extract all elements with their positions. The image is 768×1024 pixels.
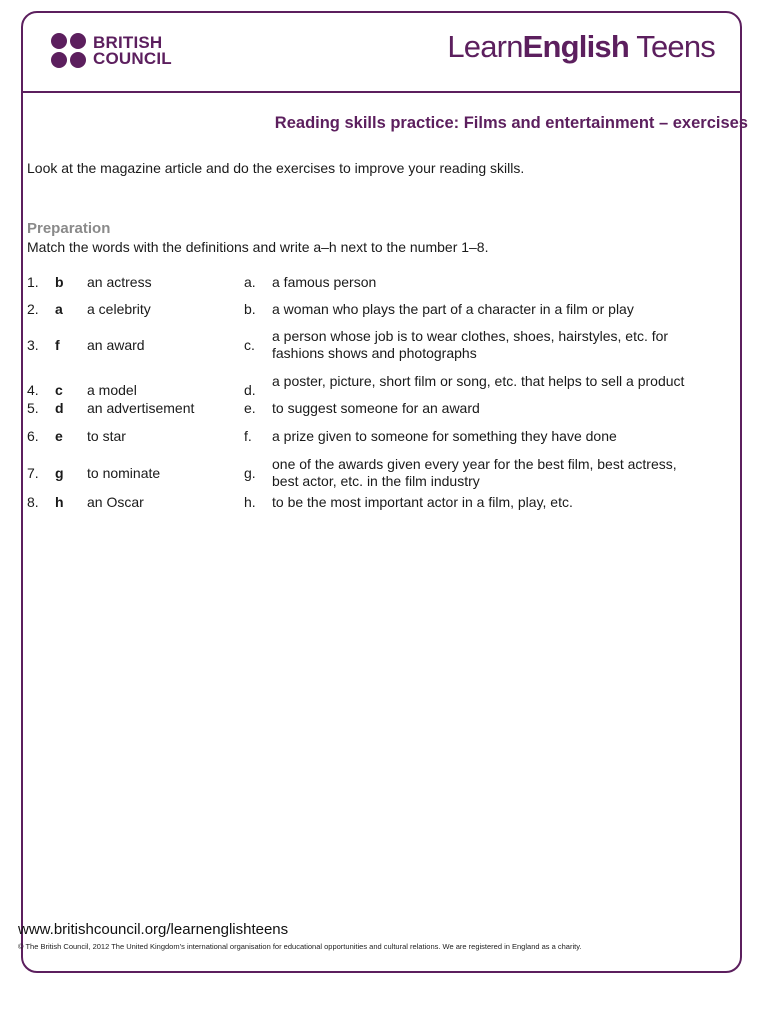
- row-letter: a.: [244, 274, 256, 290]
- row-answer: b: [55, 274, 64, 290]
- british-council-logo: [51, 33, 172, 68]
- brand-english: English: [522, 29, 630, 64]
- row-definition: to be the most important actor in a film, play, etc.: [272, 494, 573, 510]
- row-number: 1.: [27, 274, 39, 290]
- row-word: to star: [87, 428, 126, 444]
- row-letter: g.: [244, 465, 256, 481]
- page-title: Reading skills practice: Films and entertainment – exercises: [274, 114, 748, 132]
- header-divider: [23, 91, 740, 93]
- row-answer: e: [55, 428, 63, 444]
- logo-dots-icon: [51, 33, 86, 68]
- row-number: 6.: [27, 428, 39, 444]
- row-definition: one of the awards given every year for the best film, best actress, best actor, etc. in the film industry: [272, 456, 677, 489]
- intro-text: Look at the magazine article and do the exercises to improve your reading skills.: [27, 160, 525, 176]
- row-answer: d: [55, 400, 64, 416]
- row-number: 3.: [27, 337, 39, 353]
- row-letter: f.: [244, 428, 252, 444]
- row-definition: a prize given to someone for something they have done: [272, 428, 617, 444]
- preparation-instruction: Match the words with the definitions and write a–h next to the number 1–8.: [27, 239, 489, 255]
- row-answer: c: [55, 382, 63, 398]
- logo-line1: BRITISH: [93, 32, 163, 52]
- row-definition: a woman who plays the part of a character in a film or play: [272, 301, 634, 317]
- row-number: 5.: [27, 400, 39, 416]
- row-word: an advertisement: [87, 400, 195, 416]
- preparation-heading: Preparation: [27, 220, 111, 237]
- logo-text: [93, 32, 172, 68]
- row-word: to nominate: [87, 465, 161, 481]
- row-word: a celebrity: [87, 301, 151, 317]
- row-number: 8.: [27, 494, 39, 510]
- row-definition: to suggest someone for an award: [272, 400, 480, 416]
- row-definition: a poster, picture, short film or song, etc. that helps to sell a product: [272, 373, 685, 389]
- row-answer: g: [55, 465, 64, 481]
- row-answer: h: [55, 494, 64, 510]
- row-letter: e.: [244, 400, 256, 416]
- row-definition: a famous person: [272, 274, 377, 290]
- worksheet-frame: [21, 11, 742, 973]
- row-letter: c.: [244, 337, 255, 353]
- brand-teens: Teens: [629, 29, 715, 64]
- footer-copyright: © The British Council, 2012 The United Kingdom’s international organisation for educational opportunities and cultural relations. We are registered in England as a charity.: [18, 942, 582, 951]
- row-number: 7.: [27, 465, 39, 481]
- footer-url[interactable]: www.britishcouncil.org/learnenglishteens: [18, 921, 289, 938]
- row-word: an Oscar: [87, 494, 144, 510]
- row-letter: b.: [244, 301, 256, 317]
- row-number: 2.: [27, 301, 39, 317]
- learnenglish-teens-logo: [447, 29, 715, 65]
- row-answer: f: [55, 337, 60, 353]
- row-letter: h.: [244, 494, 256, 510]
- row-number: 4.: [27, 382, 39, 398]
- row-word: a model: [87, 382, 137, 398]
- row-word: an award: [87, 337, 145, 353]
- row-definition: a person whose job is to wear clothes, shoes, hairstyles, etc. for fashions shows and photographs: [272, 328, 669, 361]
- brand-learn: Learn: [447, 29, 523, 64]
- row-word: an actress: [87, 274, 152, 290]
- row-letter: d.: [244, 382, 256, 398]
- row-answer: a: [55, 301, 63, 317]
- logo-line2: COUNCIL: [93, 48, 172, 68]
